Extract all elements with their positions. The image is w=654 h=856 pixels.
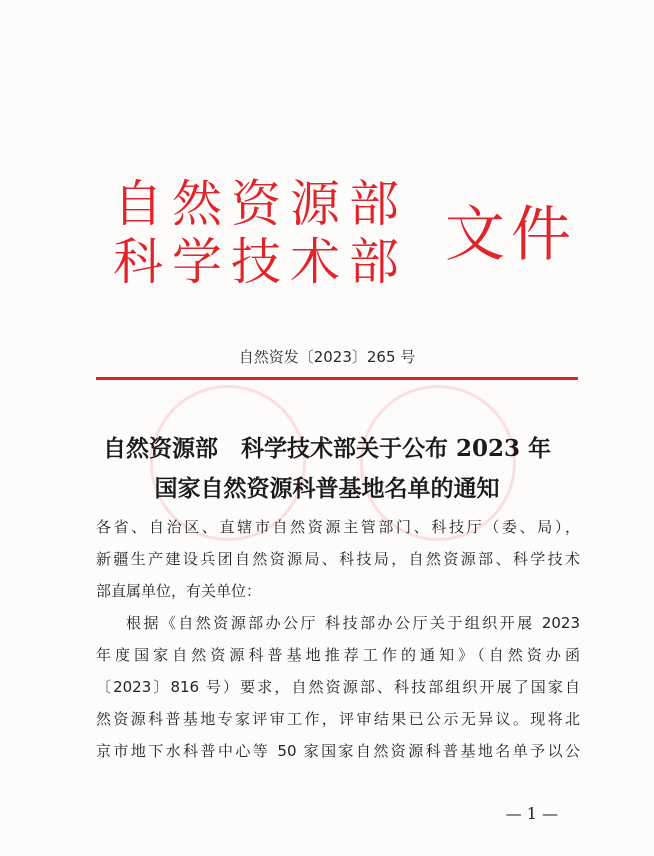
title-line-1: 自然资源部 科学技术部关于公布 2023 年 <box>102 435 552 462</box>
body-line: 部直属单位，有关单位： <box>96 582 262 600</box>
red-divider <box>96 377 578 380</box>
body-line: 京市地下水科普中心等 50 家国家自然资源科普基地名单予以公 <box>96 742 580 760</box>
body-line: 根据《自然资源部办公厅 科技部办公厅关于组织开展 2023 <box>126 614 580 632</box>
document-title <box>0 429 654 509</box>
body-line: 然资源科普基地专家评审工作，评审结果已公示无异议。现将北 <box>96 710 580 728</box>
red-header <box>113 175 577 296</box>
document-type: 文件 <box>445 200 577 270</box>
body-line: 年度国家自然资源科普基地推荐工作的通知》（自然资办函 <box>96 646 580 664</box>
document-number: 自然资发〔2023〕265 号 <box>238 348 416 366</box>
page-number: — 1 — <box>505 804 558 823</box>
issuer-name-1: 自然资源部 <box>113 175 408 233</box>
body-line: 各省、自治区、直辖市自然资源主管部门、科技厅（委、局）， <box>96 518 580 536</box>
body-line: 〔2023〕816 号）要求，自然资源部、科技部组织开展了国家自 <box>96 678 580 696</box>
body-line: 新疆生产建设兵团自然资源局、科技局，自然资源部、科学技术 <box>96 550 580 568</box>
issuer-name-2: 科学技术部 <box>113 233 408 291</box>
title-line-2: 国家自然资源科普基地名单的通知 <box>154 475 500 502</box>
body-text <box>96 511 580 767</box>
